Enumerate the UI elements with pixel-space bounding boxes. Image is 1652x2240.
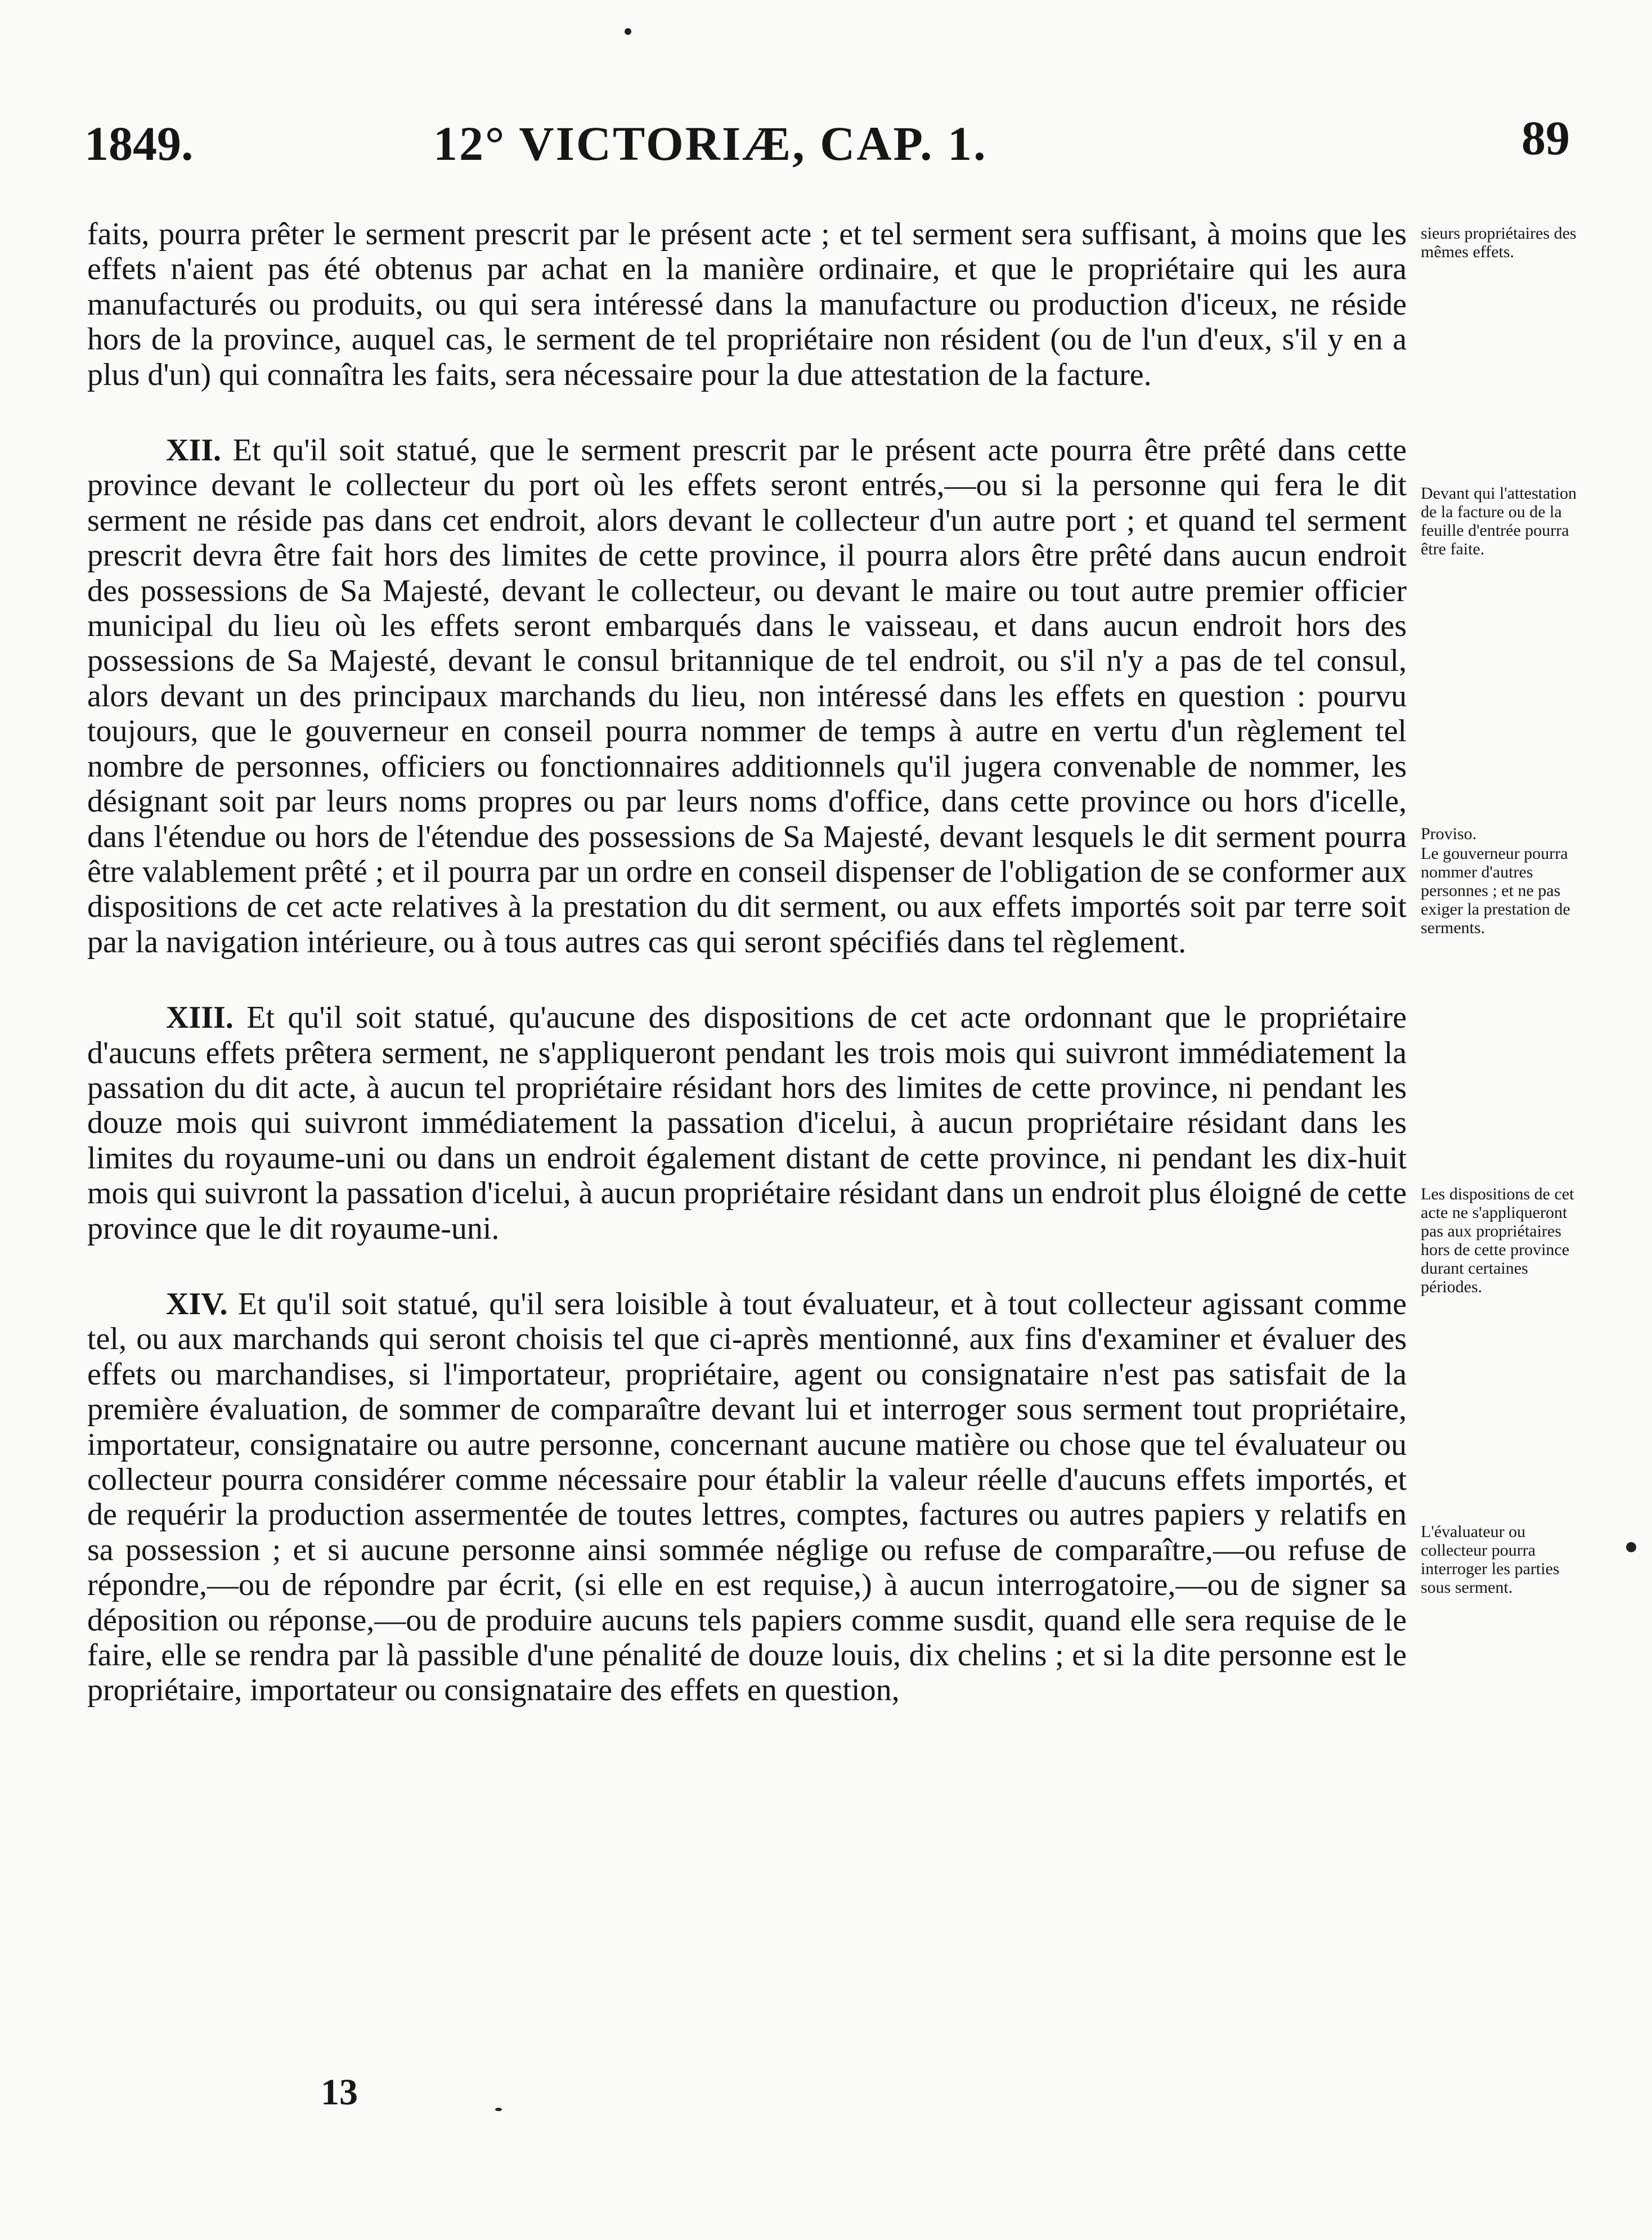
header-title: 12° VICTORIÆ, CAP. 1. [433,117,987,171]
margin-note: L'évaluateur ou collecteur pourra interroger les parties sous serment. [1421,1522,1560,1597]
section-number: XIV. [166,1286,228,1321]
section-13 [87,1000,1407,1246]
running-header [84,111,1570,183]
section-text: Et qu'il soit statué, que le serment prescrit par le présent acte pourra être prêté dans cette province devant le collecteur du port où les effets seront entrés,—ou si la personne qui fera le dit serment ne réside pas dans cet endroit, alors devant le collecteur d'un autre port ; et quand tel serment prescrit devra être fait hors des limites de cette province, il pourra alors être prêté dans aucun endroit des possessions de Sa Majesté, devant le collecteur, ou devant le maire ou tout autre premier officier municipal du lieu où les effets seront embarqués dans le vaisseau, et dans aucun endroit hors des possessions de Sa Majesté, devant le consul britannique de tel endroit, ou s'il n'y a pas de tel consul, alors devant un des principaux marchands du lieu, non intéressé dans les effets en question : pourvu toujours, que le gouverneur en conseil pourra nommer de temps à autre en vertu d'un règlement tel nombre de personnes, officiers ou fonctionnaires additionnels qu'il jugera convenable de nommer, les désignant soit par leurs noms propres ou par leurs noms d'office, dans cette province ou hors d'icelle, dans l'étendue ou hors de l'étendue des possessions de Sa Majesté, devant lesquels le dit serment pourra être valablement prêté ; et il pourra par un ordre en conseil dispenser de l'obligation de se conformer aux dispositions de cet acte relatives à la prestation du dit serment, ou aux effets importés soit par terre soit par la navigation intérieure, ou à tous autres cas qui seront spécifiés dans tel règlement. [87,433,1407,960]
ink-speck [1626,1542,1636,1552]
margin-note: Le gouverneur pourra nommer d'autres personnes ; et ne pas exiger la prestation de serments. [1421,844,1570,937]
margin-note: Proviso. [1421,825,1477,843]
header-year: 1849. [84,117,194,171]
section-text: Et qu'il soit statué, qu'aucune des dispositions de cet acte ordonnant que le propriétaire d'aucuns effets prêtera serment, ne s'appliqueront pendant les trois mois qui suivront immédiatement la passation du dit acte, à aucun tel propriétaire résidant hors des limites de cette province, ni pendant les douze mois qui suivront immédiatement la passation d'icelui, à aucun propriétaire résidant dans les limites du royaume-uni ou dans un endroit également distant de cette province, ni pendant les dix-huit mois qui suivront la passation d'icelui, à aucun propriétaire résidant dans un endroit plus éloigné de cette province que le dit royaume-uni. [87,1000,1407,1246]
signature-mark: 13 [321,2072,358,2113]
ink-speck [495,2108,502,2111]
section-number: XIII. [166,1000,234,1036]
body-text [87,217,1407,1708]
section-number: XII. [166,433,222,468]
margin-note: Les dispositions de cet acte ne s'appliqueront pas aux propriétaires hors de cette province durant certaines périodes. [1421,1185,1574,1296]
page-number: 89 [1521,111,1570,165]
intro-paragraph: faits, pourra prêter le serment prescrit par le présent acte ; et tel serment sera suffisant, à moins que les effets n'aient pas été obtenus par achat en la manière ordinaire, et que le propriétaire qui les aura manufacturés ou produits, ou qui sera intéressé dans la manufacture ou production d'iceux, ne réside hors de la province, auquel cas, le serment de tel propriétaire non résident (ou de l'un d'eux, s'il y en a plus d'un) qui connaîtra les faits, sera nécessaire pour la due attestation de la facture. [87,217,1407,392]
margin-note: Devant qui l'attestation de la facture ou de la feuille d'entrée pourra être faite. [1421,484,1577,558]
ink-speck [625,28,631,35]
margin-note: sieurs propriétaires des mêmes effets. [1421,224,1577,261]
section-text: Et qu'il soit statué, qu'il sera loisible à tout évaluateur, et à tout collecteur agissant comme tel, ou aux marchands qui seront choisis tel que ci-après mentionné, aux fins d'examiner et évaluer des effets ou marchandises, si l'importateur, propriétaire, agent ou consignataire n'est pas satisfait de la première évaluation, de sommer de comparaître devant lui et interroger sous serment tout propriétaire, importateur, consignataire ou autre personne, concernant aucune matière ou chose que tel évaluateur ou collecteur pourra considérer comme nécessaire pour établir la valeur réelle d'aucuns effets importés, et de requérir la production assermentée de toutes lettres, comptes, factures ou autres papiers y relatifs en sa possession ; et si aucune personne ainsi sommée néglige ou refuse de comparaître,—ou refuse de répondre,—ou de répondre par écrit, (si elle en est requise,) à aucun interrogatoire,—ou de signer sa déposition ou réponse,—ou de produire aucuns tels papiers comme susdit, quand elle sera requise de le faire, elle se rendra par là passible d'une pénalité de douze louis, dix chelins ; et si la dite personne est le propriétaire, importateur ou consignataire des effets en question, [87,1286,1407,1708]
section-12 [87,433,1407,960]
section-14 [87,1287,1407,1708]
